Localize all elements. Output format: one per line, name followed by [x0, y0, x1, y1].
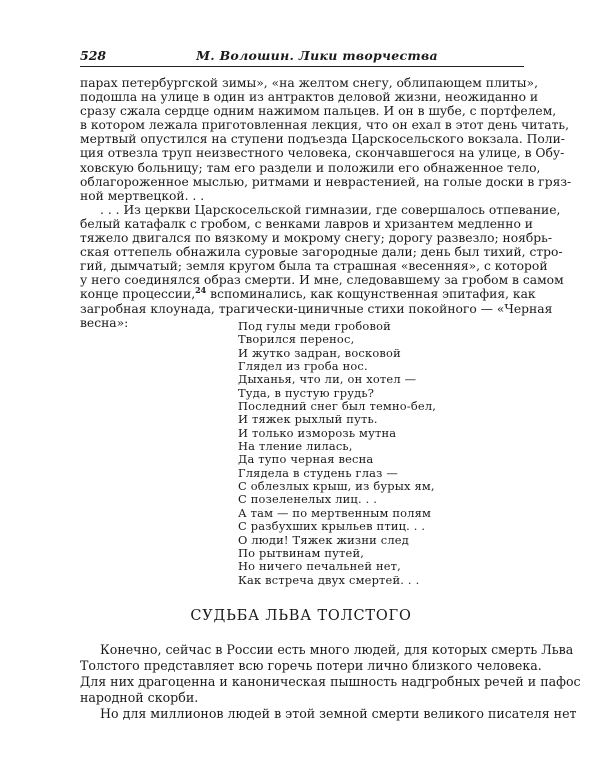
- text-fragment: вспоминались, как кощунственная эпитафия, как: [206, 287, 536, 302]
- text-line: ская оттепель обнажила суровые загородные дали; день был тихий, стро-: [80, 245, 563, 260]
- text-line: ной мертвецкой. . .: [80, 188, 205, 203]
- text-line: подошла на улице в один из антрактов деловой жизни, неожиданно и: [80, 90, 539, 105]
- poem-line: А там — по мертвенным полям: [238, 505, 432, 520]
- poem-line: С облезлых крыш, из бурых ям,: [238, 479, 435, 494]
- paragraph-3: [80, 642, 581, 706]
- text-line: . . . Из церкви Царскосельской гимназии, где совершалось отпевание,: [100, 202, 561, 217]
- footnote-ref[interactable]: 24: [195, 285, 207, 296]
- page-header: [80, 48, 524, 67]
- poem-line: И жутко задран, восковой: [238, 345, 401, 360]
- text-line: мертвый опустился на ступени подъезда Царскосельского вокзала. Поли-: [80, 132, 565, 147]
- text-line: весна»:: [80, 315, 129, 330]
- text-line: ховскую больницу; там его раздели и положили его обнаженное тело,: [80, 160, 541, 175]
- poem-line: Под гулы меди гробовой: [238, 319, 391, 333]
- text-line: народной скорби.: [80, 689, 199, 705]
- text-line: Но для миллионов людей в этой земной смерти великого писателя нет: [100, 705, 577, 721]
- poem-line: Но ничего печальней нет,: [238, 559, 402, 574]
- text-line: загробная клоунада, трагически-циничные стихи покойного — «Черная: [80, 301, 553, 316]
- text-line: тяжело двигался по вязкому и мокрому снегу; дорогу развезло; ноябрь-: [80, 231, 553, 246]
- text-line: ция отвезла труп неизвестного человека, скончавшегося на улице, в Обу-: [80, 146, 565, 161]
- poem-line: И тяжек рыхлый путь.: [238, 412, 378, 427]
- poem-line: Творился перенос,: [238, 332, 355, 347]
- paragraph-4: [80, 705, 577, 722]
- text-line: [80, 285, 536, 302]
- poem-line: Туда, в пустую грудь?: [238, 385, 375, 400]
- text-line: белый катафалк с гробом, с венками лавров и хризантем медленно и: [80, 216, 533, 231]
- poem-line: На тление лилась,: [238, 439, 353, 454]
- poem-line: Глядел из гроба нос.: [238, 359, 368, 374]
- poem-line: Последний снег был темно-бел,: [238, 399, 437, 414]
- poem: [238, 320, 436, 587]
- poem-line: Как встреча двух смертей. . .: [238, 572, 420, 587]
- poem-line: О люди! Тяжек жизни след: [238, 532, 409, 547]
- text-line: облагороженное мыслью, ритмами и неврастенией, на голые доски в гряз-: [80, 174, 572, 189]
- running-title: М. Волошин. Лики творчества: [196, 48, 438, 63]
- text-line: в котором лежала приготовленная лекция, что он ехал в этот день читать,: [80, 118, 569, 133]
- text-line: у него соединялся образ смерти. И мне, следовавшему за гробом в самом: [80, 273, 564, 288]
- text-line: Для них драгоценна и каноническая пышность надгробных речей и пафос: [80, 673, 581, 689]
- body-text-section: [80, 642, 581, 721]
- paragraph-1: [80, 76, 572, 203]
- text-line: гий, дымчатый; земля кругом была та страшная «весенняя», с которой: [80, 259, 548, 274]
- text-line: сразу сжала сердце одним нажимом пальцев. И он в шубе, с портфелем,: [80, 104, 557, 119]
- body-text: [80, 76, 572, 330]
- poem-line: С разбухших крыльев птиц. . .: [238, 519, 426, 534]
- poem-line: И только изморозь мутна: [238, 425, 397, 440]
- poem-line: Да тупо черная весна: [238, 452, 374, 467]
- text-fragment: конце процессии,: [80, 287, 196, 302]
- paragraph-2: [80, 202, 564, 330]
- section-heading: СУДЬБА ЛЬВА ТОЛСТОГО: [190, 608, 412, 624]
- poem-line: Глядела в студень глаз —: [238, 465, 398, 480]
- text-line: парах петербургской зимы», «на желтом снегу, облипающем плиты»,: [80, 76, 538, 90]
- page-number: 528: [80, 48, 107, 63]
- text-line: Толстого представляет всю горечь потери лично близкого человека.: [80, 657, 542, 673]
- text-line: Конечно, сейчас в России есть много людей, для которых смерть Льва: [100, 642, 574, 657]
- poem-line: По рытвинам путей,: [238, 545, 365, 560]
- poem-line: С позеленелых лиц. . .: [238, 492, 378, 507]
- poem-line: Дыханья, что ли, он хотел —: [238, 372, 417, 387]
